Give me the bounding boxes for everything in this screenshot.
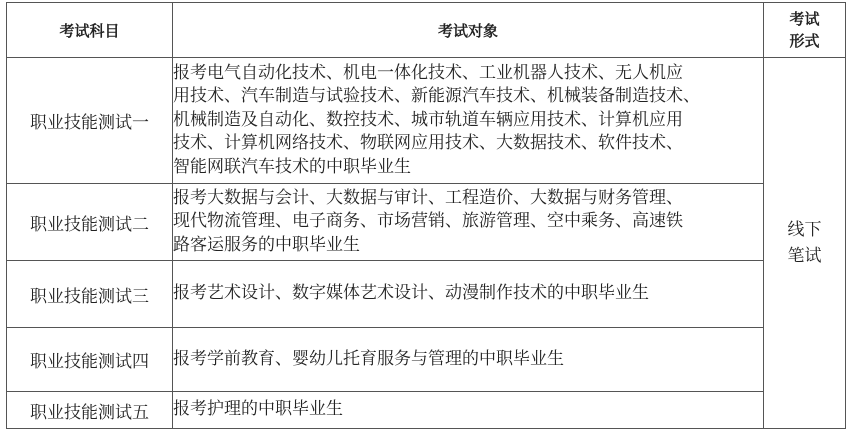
target-cell <box>173 58 764 184</box>
header-subject: 考试科目 <box>7 3 173 58</box>
target-line: 机械制造及自动化、数控技术、城市轨道车辆应用技术、计算机应用 <box>173 109 683 130</box>
table-row <box>7 184 846 261</box>
table-row <box>7 392 846 429</box>
subject-cell: 职业技能测试二 <box>7 184 173 261</box>
target-cell <box>173 392 764 429</box>
target-cell <box>173 328 764 392</box>
target-line: 智能网联汽车技术的中职毕业生 <box>173 156 411 177</box>
target-line: 技术、计算机网络技术、物联网应用技术、大数据技术、软件技术、 <box>173 133 683 154</box>
table-row <box>7 58 846 184</box>
target-line: 报考大数据与会计、大数据与审计、工程造价、大数据与财务管理、 <box>173 187 683 208</box>
header-target: 考试对象 <box>173 3 764 58</box>
subject-cell: 职业技能测试一 <box>7 58 173 184</box>
format-cell <box>764 58 846 429</box>
subject-cell: 职业技能测试三 <box>7 261 173 328</box>
subject-cell: 职业技能测试四 <box>7 328 173 392</box>
header-format-line1: 考试 <box>789 10 820 28</box>
format-line2: 笔试 <box>787 246 822 266</box>
target-cell <box>173 184 764 261</box>
table-row <box>7 328 846 392</box>
table-header-row <box>7 3 846 58</box>
target-cell <box>173 261 764 328</box>
format-line1: 线下 <box>787 220 822 240</box>
header-format-line2: 形式 <box>789 32 820 50</box>
header-format <box>764 3 846 58</box>
target-line: 路客运服务的中职毕业生 <box>173 234 360 255</box>
exam-subjects-table <box>6 2 846 429</box>
target-line: 用技术、汽车制造与试验技术、新能源汽车技术、机械装备制造技术、 <box>173 86 700 107</box>
subject-cell: 职业技能测试五 <box>7 392 173 429</box>
target-line: 报考电气自动化技术、机电一体化技术、工业机器人技术、无人机应 <box>173 62 683 83</box>
table-row <box>7 261 846 328</box>
target-line: 报考艺术设计、数字媒体艺术设计、动漫制作技术的中职毕业生 <box>173 283 649 304</box>
target-line: 报考护理的中职毕业生 <box>173 399 343 420</box>
target-line: 报考学前教育、婴幼儿托育服务与管理的中职毕业生 <box>173 348 564 369</box>
target-line: 现代物流管理、电子商务、市场营销、旅游管理、空中乘务、高速铁 <box>173 211 683 232</box>
